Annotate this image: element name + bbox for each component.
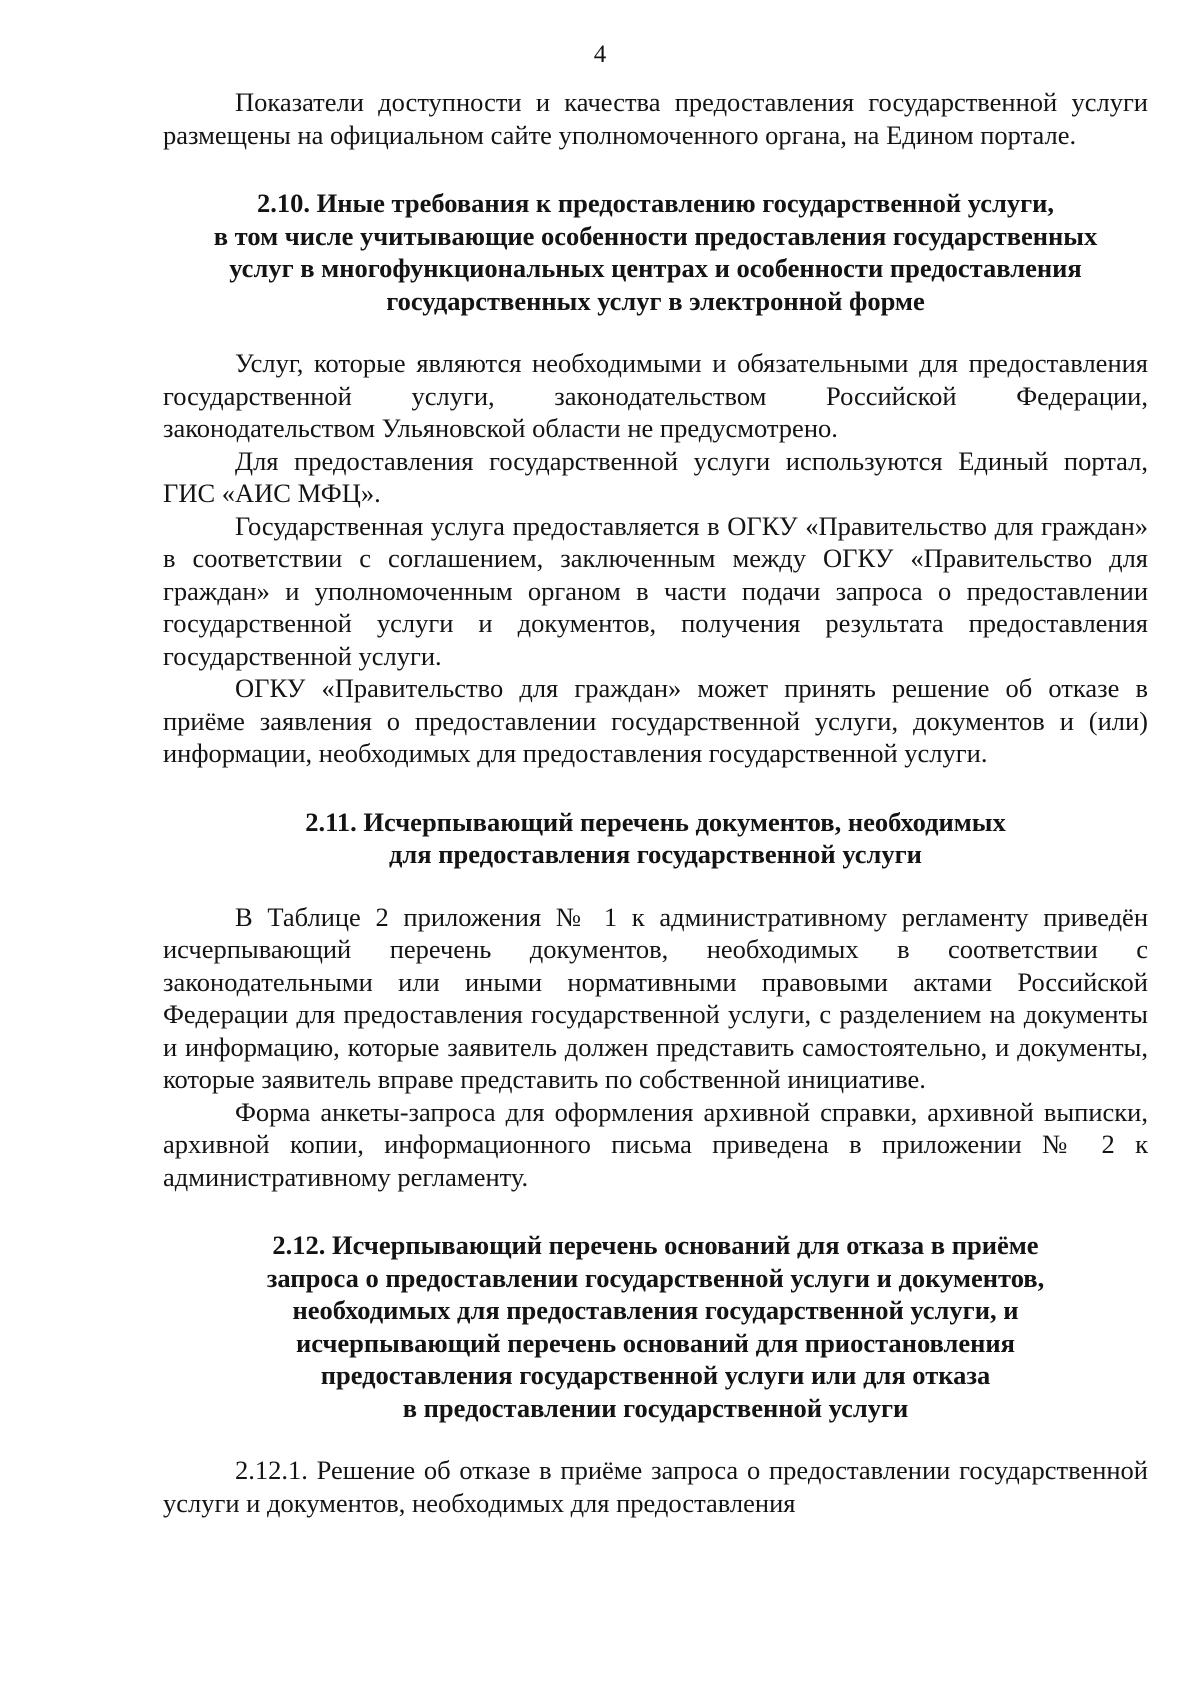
section-2-12-paragraph: 2.12.1. Решение об отказе в приёме запроса о предоставлении государственной услуги и документов, необходимых для предоставления: [163, 1455, 1148, 1518]
document-body: [163, 86, 1148, 1519]
heading-line: для предоставления государственной услуги: [389, 839, 922, 869]
heading-line: в предоставлении государственной услуги: [402, 1392, 909, 1423]
section-2-11-paragraph: Форма анкеты-запроса для оформления архивной справки, архивной выписки, архивной копии, информационного письма приведена в приложении № 2 к административному регламенту.: [163, 1096, 1148, 1192]
heading-line: 2.12. Исчерпывающий перечень оснований для отказа в приёме: [272, 1230, 1039, 1260]
heading-line: запроса о предоставлении государственной услуги и документов,: [266, 1262, 1045, 1293]
heading-line: в том числе учитывающие особенности предоставления государственных: [213, 220, 1098, 251]
section-2-10-paragraph: ОГКУ «Правительство для граждан» может принять решение об отказе в приёме заявления о предоставлении государственной услуги, документов и (или) информации, необходимых для предоставления государственной услуги.: [163, 673, 1148, 768]
section-2-11-heading: [163, 806, 1148, 871]
section-2-10-paragraph: Услуг, которые являются необходимыми и обязательными для предоставления государственной услуги, законодательством Российской Федерации, законодательством Ульяновской области не предусмотрено.: [163, 348, 1148, 443]
page-number: 4: [593, 41, 607, 68]
heading-line: 2.10. Иные требования к предоставлению государственной услуги,: [256, 188, 1055, 218]
heading-line: предоставления государственной услуги или для отказа: [320, 1360, 991, 1390]
intro-paragraph: Показатели доступности и качества предоставления государственной услуги размещены на официальном сайте уполномоченного органа, на Едином портале.: [163, 87, 1148, 150]
heading-line: услуг в многофункциональных центрах и особенности предоставления: [229, 253, 1082, 283]
section-2-12-heading: [163, 1229, 1148, 1424]
heading-line: 2.11. Исчерпывающий перечень документов, необходимых: [305, 806, 1006, 837]
section-2-11-paragraph: В Таблице 2 приложения № 1 к административному регламенту приведён исчерпывающий перечень документов, необходимых в соответствии с законодательными или иными нормативными правовыми актами Российской Федерации для предоставления государственной услуги, с разделением на документы и информацию, которые заявитель должен представить самостоятельно, и документы, которые заявитель вправе представить по собственной инициативе.: [163, 901, 1148, 1094]
section-2-10-paragraph: Государственная услуга предоставляется в ОГКУ «Правительство для граждан» в соответствии с соглашением, заключенным между ОГКУ «Правительство для граждан» и уполномоченным органом в части подачи запроса о предоставлении государственной услуги и документов, получения результата предоставления государственной услуги.: [163, 510, 1148, 671]
heading-line: необходимых для предоставления государственной услуги, и: [292, 1295, 1019, 1325]
heading-line: исчерпывающий перечень оснований для приостановления: [295, 1327, 1016, 1358]
section-2-10-paragraph: Для предоставления государственной услуги используются Единый портал, ГИС «АИС МФЦ».: [163, 445, 1148, 508]
heading-line: государственных услуг в электронной форме: [386, 285, 925, 316]
section-2-10-heading: [163, 187, 1148, 317]
